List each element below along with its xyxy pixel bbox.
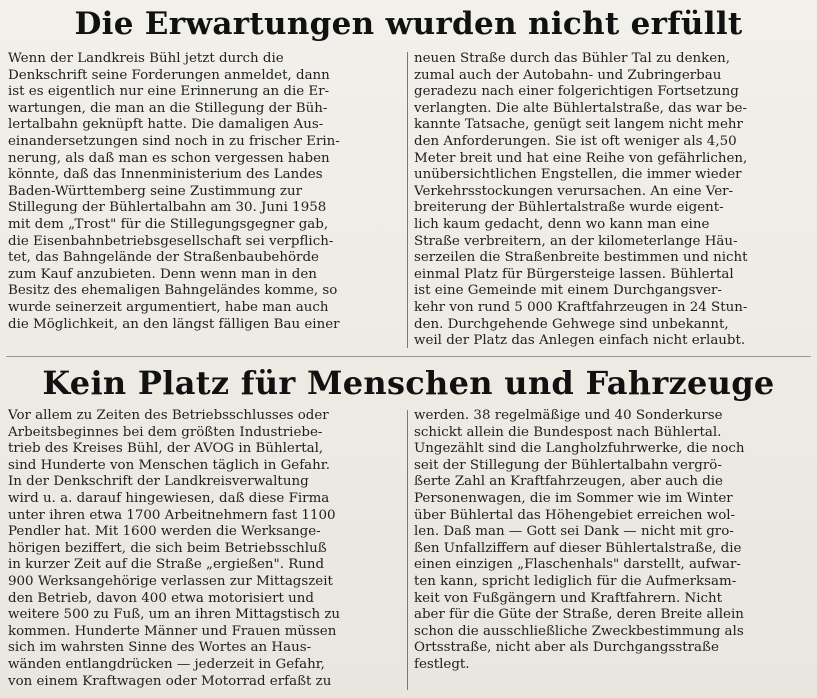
text-line: festlegt. (414, 656, 470, 672)
text-line: Vor allem zu Zeiten des Betriebsschlusses oder (8, 408, 329, 423)
text-line: aber für die Güte der Straße, deren Breite allein (414, 607, 744, 623)
text-line: neuen Straße durch das Bühler Tal zu denken, (414, 51, 731, 66)
text-line: trieb des Kreises Bühl, der AVOG in Bühlertal, (8, 441, 324, 457)
text-line: in kurzer Zeit auf die Straße „ergießen". Rund (8, 557, 325, 573)
text-line: serzeilen die Straßenbreite bestimmen und nicht (414, 250, 748, 266)
text-line: Wenn der Landkreis Bühl jetzt durch die (8, 51, 284, 66)
text-line: könnte, daß das Innenministerium des Landes (8, 167, 323, 183)
text-line: einen einzigen „Flaschenhals" darstellt, aufwar- (414, 557, 741, 573)
text-line: Pendler hat. Mit 1600 werden die Werksange- (8, 524, 321, 540)
text-line: Denkschrift seine Forderungen anmeldet, dann (8, 67, 330, 83)
text-line: die Eisenbahnbetriebsgesellschaft sei verpflich- (8, 233, 334, 249)
text-line: lich kaum gedacht, denn wo kann man eine (414, 216, 710, 232)
text-line: hörigen beziffert, die sich beim Betriebsschluß (8, 540, 327, 556)
text-line: unübersichtlichen Engstellen, die immer wieder (414, 167, 742, 183)
text-line: einmal Platz für Bürgersteige lassen. Bühlertal (414, 266, 734, 282)
text-line: lertalbahn geknüpft hatte. Die damaligen Aus- (8, 117, 324, 133)
text-line: zum Kauf anzubieten. Denn wenn man in den (8, 266, 317, 282)
text-line: ist eine Gemeinde mit einem Durchgangsver- (414, 283, 722, 299)
text-line: ist es eigentlich nur eine Erinnerung an die Er- (8, 84, 330, 100)
text-line: ten kann, spricht lediglich für die Aufmerksam- (414, 573, 737, 589)
text-line: sind Hunderte von Menschen täglich in Gefahr. (8, 457, 330, 473)
column-divider (407, 410, 408, 690)
article1-column-left (8, 51, 401, 333)
text-line: Ortsstraße, nicht aber als Durchgangsstraße (414, 640, 719, 656)
text-line: Ungezählt sind die Langholzfuhrwerke, die noch (414, 441, 745, 457)
text-line: schon die ausschließliche Zweckbestimmung als (414, 623, 744, 639)
text-line: unter ihren etwa 1700 Arbeitnehmern fast 1100 (8, 507, 336, 523)
headline-expectations: Die Erwartungen wurden nicht erfüllt (74, 6, 743, 42)
article1-column-right (414, 51, 811, 350)
text-line: Verkehrsstockungen verursachen. An eine Ver- (414, 183, 734, 199)
text-line: kannte Tatsache, genügt seit langem nicht mehr (414, 117, 743, 133)
text-line: weil der Platz das Anlegen einfach nicht erlaubt. (414, 333, 746, 349)
text-line: den. Durchgehende Gehwege sind unbekannt, (414, 316, 729, 332)
text-line: len. Daß man — Gott sei Dank — nicht mit gro- (414, 524, 734, 540)
text-line: mit dem „Trost" für die Stillegungsgegner gab, (8, 216, 329, 232)
text-line: schickt allein die Bundespost nach Bühlertal. (414, 424, 722, 440)
text-line: ßen Unfallziffern auf dieser Bühlertalstraße, die (414, 540, 742, 556)
text-line: seit der Stillegung der Bühlertalbahn vergrö- (414, 457, 722, 473)
section-divider (6, 356, 811, 357)
text-line: wänden entlangdrücken — jederzeit in Gefahr, (8, 656, 325, 672)
text-line: wird u. a. darauf hingewiesen, daß diese Firma (8, 490, 330, 506)
text-line: Straße verbreitern, an der kilometerlange Häu- (414, 233, 738, 249)
text-line: 900 Werksangehörige verlassen zur Mittagszeit (8, 573, 333, 589)
text-line: den Betrieb, davon 400 etwa motorisiert und (8, 590, 314, 606)
article2-column-right (414, 408, 811, 674)
text-line: sich im wahrsten Sinne des Wortes an Haus- (8, 640, 312, 656)
text-line: Arbeitsbeginnes bei dem größten Industriebe- (8, 424, 323, 440)
text-line: werden. 38 regelmäßige und 40 Sonderkurse (414, 408, 723, 423)
text-line: kehr von rund 5 000 Kraftfahrzeugen in 24 Stun- (414, 299, 748, 315)
text-line: kommen. Hunderte Männer und Frauen müssen (8, 623, 337, 639)
text-line: verlangten. Die alte Bühlertalstraße, das war be- (414, 100, 747, 116)
text-line: In der Denkschrift der Landkreisverwaltung (8, 474, 309, 490)
column-divider (407, 52, 408, 348)
text-line: Meter breit und hat eine Reihe von gefährlichen, (414, 150, 748, 166)
text-line: nerung, als daß man es schon vergessen haben (8, 150, 330, 166)
text-line: einandersetzungen sind noch in zu frischer Erin- (8, 133, 340, 149)
text-line: wartungen, die man an die Stillegung der Büh- (8, 100, 328, 116)
text-line: von einem Kraftwagen oder Motorrad erfaßt zu (8, 673, 332, 689)
text-line: zumal auch der Autobahn- und Zubringerbau (414, 67, 722, 83)
headline-no-space: Kein Platz für Menschen und Fahrzeuge (42, 364, 775, 402)
text-line: Baden-Württemberg seine Zustimmung zur (8, 183, 302, 199)
text-line: wurde seinerzeit argumentiert, habe man auch (8, 299, 329, 315)
text-line: Personenwagen, die im Sommer wie im Winter (414, 490, 733, 506)
text-line: tet, das Bahngelände der Straßenbaubehörde (8, 250, 319, 266)
text-line: breiterung der Bühlertalstraße wurde eigent- (414, 200, 724, 216)
text-line: keit von Fußgängern und Kraftfahrern. Nicht (414, 590, 723, 606)
text-line: weitere 500 zu Fuß, um an ihren Mittagstisch zu (8, 607, 341, 623)
text-line: Besitz des ehemaligen Bahngeländes komme, so (8, 283, 338, 299)
text-line: über Bühlertal das Höhengebiet erreichen wol- (414, 507, 736, 523)
text-line: den Anforderungen. Sie ist oft weniger als 4,50 (414, 133, 737, 149)
article2-column-left (8, 408, 401, 690)
text-line: ßerte Zahl an Kraftfahrzeugen, aber auch die (414, 474, 723, 490)
text-line: geradezu nach einer folgerichtigen Fortsetzung (414, 84, 739, 100)
text-line: die Möglichkeit, an den längst fälligen Bau einer (8, 316, 340, 332)
text-line: Stillegung der Bühlertalbahn am 30. Juni 1958 (8, 200, 327, 216)
